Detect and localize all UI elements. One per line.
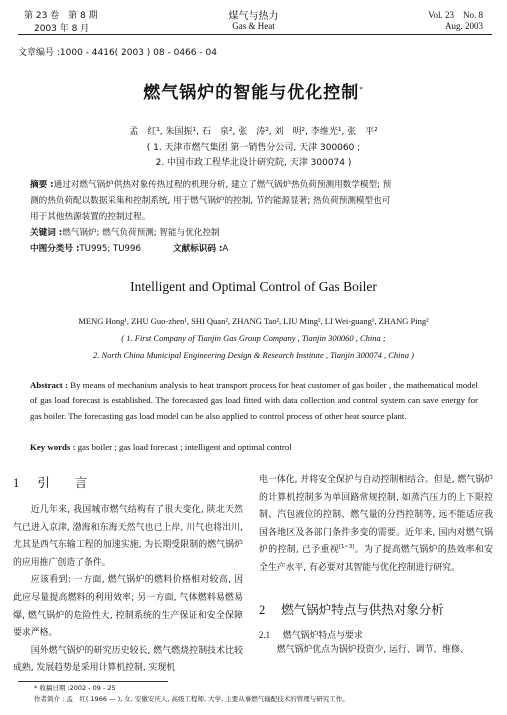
doc-code-label: 文献标识码 :	[173, 244, 223, 254]
clc-label: 中图分类号 :	[30, 244, 80, 254]
section2-number: 2	[259, 603, 266, 617]
authors-cn: 孟 红¹, 朱国振¹, 石 泉², 张 涛², 刘 明², 李维光¹, 张 平²	[129, 127, 378, 137]
article-number: 文章编号 :1000 - 4416( 2003 ) 08 - 0466 - 04	[18, 48, 217, 58]
right-column-paragraph-1	[259, 472, 493, 578]
header-volume-cn: 第 23 卷 第 8 期	[24, 11, 98, 21]
section2-paragraph-1: 燃气锅炉优点为锅炉投资少, 运行、调节、维修、	[276, 645, 469, 655]
abstract-en-text: By means of mechanism analysis to heat transport process for heat customer of gas boiler , the mathematical model of gas load forecast is established. The forecasted gas load fitted with data collection and control system can save energy for gas boiler. The forecasting gas load model can be also applied to control process of other heat source plant.	[30, 380, 479, 421]
header-volume-en: Vol. 23 No. 8	[428, 10, 483, 20]
affiliation-cn-2: 2. 中国市政工程华北设计研究院, 天津 300074 )	[155, 158, 352, 168]
footnote-rule	[18, 681, 168, 682]
keywords-en	[30, 440, 478, 455]
affiliation-en-2: 2. North China Municipal Engineering Design & Research Institute , Tianjin 300074 , China )	[92, 350, 415, 360]
title-en: Intelligent and Optimal Control of Gas Boiler	[130, 279, 377, 294]
keywords-cn-label: 关键词 :	[30, 228, 63, 238]
abstract-en-label: Abstract :	[30, 380, 68, 390]
header-date-en: Aug. 2003	[445, 21, 483, 31]
header-journal-en: Gas & Heat	[232, 21, 275, 31]
section1-number: 1	[13, 476, 20, 490]
keywords-en-label: Key words :	[30, 442, 76, 452]
section1-title: 引 言	[37, 475, 88, 490]
affiliation-en-1: ( 1. First Company of Tianjin Gas Group Company , Tianjin 300060 , China ;	[121, 333, 386, 343]
title-cn-text: 燃气锅炉的智能与优化控制	[143, 83, 360, 103]
section1-heading	[13, 473, 87, 491]
header-journal-cn: 煤气与热力	[228, 11, 279, 22]
header-rule	[18, 34, 492, 35]
title-cn	[0, 78, 507, 103]
subsection-2-1-title: 燃气锅炉特点与要求	[282, 631, 363, 641]
footnote-received: * 收稿日期 :2002 - 09 - 25	[34, 684, 116, 692]
section2-heading	[259, 600, 444, 618]
section2-title: 燃气锅炉特点与供热对象分析	[281, 602, 444, 617]
clc-value: TU995; TU996	[79, 244, 141, 254]
citation-ref: [1~3]	[338, 544, 355, 551]
keywords-en-text: gas boiler ; gas load forecast ; intelligent and optimal control	[77, 442, 292, 452]
affiliation-cn-1: ( 1. 天津市燃气集团 第一销售分公司, 天津 300060 ;	[146, 143, 361, 153]
abstract-cn-label: 摘要 :	[30, 180, 54, 190]
right-column-text: 电一体化, 并将安全保护与自动控制相结合。但是, 燃气锅炉的计算机控制多为单回路常规控制, 如蒸汽压力的上下限控制、汽包液位的控制、燃气量的分挡控制等, 远不能适应我国各地区及各部门条件多变的需要。近年来, 国内对燃气锅炉的控制, 已予重视	[259, 475, 493, 556]
abstract-cn-line1: 通过对燃气锅炉供热对象传热过程的机理分析, 建立了燃气锅炉热负荷预测用数学模型; 预	[53, 180, 392, 190]
doc-code-value: A	[222, 244, 229, 254]
footnote-author-bio: 作者简介 : 孟 红( 1966 — ), 女, 安徽安庆人, 高级工程师, 大学, 主要从事燃气输配技术的管理与研究工作。	[34, 695, 349, 703]
section1-paragraph-3: 国外燃气锅炉的研究历史较长, 燃气燃烧控制技术比较成熟, 发展趋势是采用计算机控制, 实现机	[13, 645, 243, 674]
right-column-body	[259, 472, 493, 578]
abstract-en	[30, 378, 478, 424]
header-date-cn: 2003 年 8 月	[34, 24, 90, 34]
title-cn-star: *	[359, 85, 364, 94]
subsection-2-1-heading	[259, 628, 363, 641]
section1-paragraph-2: 应该看到: 一方面, 燃气锅炉的燃料价格相对较高, 因此应尽量提高燃料的利用效率; 另一方面, 气体燃料易燃易爆, 燃气锅炉的危险性大, 控制系统的生产保证和安全保障要求严格。	[13, 575, 243, 639]
section2-body	[259, 642, 493, 660]
subsection-2-1-number: 2.1	[259, 630, 271, 640]
abstract-cn-line3: 用于其他热源装置的控制过程。	[30, 212, 151, 222]
section1-paragraph-1: 近几年来, 我国城市燃气结构有了很大变化, 陕北天然气已进入京津, 渤海和东海天然气也已上岸, 川气也将出川, 尤其是西气东输工程的加速实施, 为长期受限制的燃气锅炉的应用推广创造了条件。	[13, 505, 243, 568]
right-column-text-end: 。为了提高燃气锅炉的热效率和安全生产水平, 有必要对其智能与优化控制进行研究。	[259, 545, 493, 573]
abstract-cn-line2: 测的热负荷配以数据采集和控制系统, 用于燃气锅炉的控制, 节约能源显著; 热负荷预测模型也可	[30, 196, 391, 206]
section1-body	[13, 502, 243, 678]
keywords-cn-text: 燃气锅炉; 燃气负荷预测; 智能与优化控制	[62, 228, 220, 238]
authors-en: MENG Hong¹, ZHU Guo-zhen¹, SHI Quan², ZHANG Tao², LIU Ming², LI Wei-guang¹, ZHANG Ping²	[78, 316, 429, 326]
